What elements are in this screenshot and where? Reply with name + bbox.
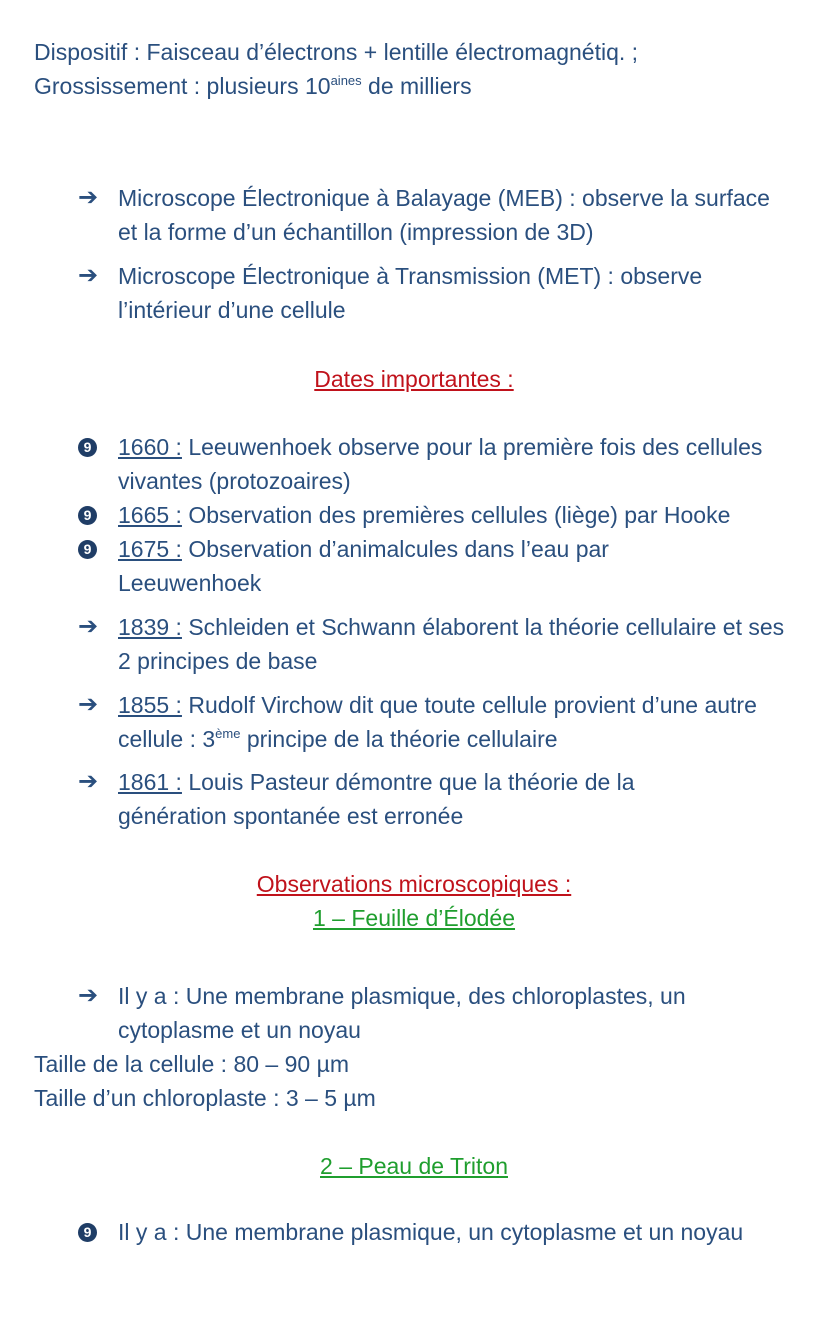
date-text: Rudolf Virchow dit que toute cellule provient d’une autre cellule : 3 bbox=[118, 692, 757, 752]
date-item-1665 bbox=[78, 498, 794, 532]
date-superscript: ème bbox=[215, 726, 241, 741]
date-text: Observation d’animalcules dans l’eau par Leeuwenhoek bbox=[118, 536, 609, 596]
numbered-circle-icon: 9 bbox=[78, 498, 108, 532]
date-text: Leeuwenhoek observe pour la première fois des cellules vivantes (protozoaires) bbox=[118, 434, 763, 494]
numbered-circle-icon: 9 bbox=[78, 430, 108, 464]
arrow-icon: ➔ bbox=[78, 184, 99, 211]
date-text: Louis Pasteur démontre que la théorie de la génération spontanée est erronée bbox=[118, 769, 635, 829]
intro-dispositif-text: Dispositif : Faisceau d’électrons + lentille électromagnétiq. ; bbox=[34, 39, 639, 65]
date-item-1855 bbox=[78, 688, 794, 756]
elodee-heading: 1 – Feuille d’Élodée bbox=[312, 905, 516, 931]
intro-superscript: aines bbox=[330, 73, 362, 88]
intro-grossissement-text: Grossissement : plusieurs 10 bbox=[34, 73, 331, 99]
triton-item bbox=[78, 1215, 794, 1249]
date-item-1861 bbox=[78, 765, 794, 833]
list-item-meb bbox=[78, 181, 794, 249]
arrow-icon: ➔ bbox=[78, 982, 99, 1009]
date-text: Observation des premières cellules (liège) par Hooke bbox=[181, 502, 731, 528]
elodee-text: Il y a : Une membrane plasmique, des chloroplastes, un cytoplasme et un noyau bbox=[118, 983, 686, 1043]
date-year: 1665 : bbox=[118, 502, 182, 528]
observations-heading: Observations microscopiques : bbox=[256, 871, 572, 897]
arrow-icon: ➔ bbox=[78, 691, 99, 718]
arrow-icon: ➔ bbox=[78, 768, 99, 795]
elodee-item bbox=[78, 979, 794, 1047]
triton-heading: 2 – Peau de Triton bbox=[320, 1153, 508, 1179]
date-year: 1675 : bbox=[118, 536, 182, 562]
date-year: 1855 : bbox=[118, 692, 182, 718]
intro-grossissement-suffix: de milliers bbox=[361, 73, 472, 99]
meb-text: Microscope Électronique à Balayage (MEB) : observe la surface et la forme d’un échantillon (impression de 3D) bbox=[118, 185, 770, 245]
triton-text: Il y a : Une membrane plasmique, un cytoplasme et un noyau bbox=[118, 1219, 744, 1245]
list-item-met bbox=[78, 259, 794, 327]
date-item-1675 bbox=[78, 532, 794, 600]
date-year: 1839 : bbox=[118, 614, 182, 640]
elodee-taille-chloroplaste: Taille d’un chloroplaste : 3 – 5 µm bbox=[34, 1085, 376, 1111]
dates-heading: Dates importantes : bbox=[314, 366, 514, 392]
date-text-suffix: principe de la théorie cellulaire bbox=[240, 726, 558, 752]
numbered-circle-icon: 9 bbox=[78, 1215, 108, 1249]
arrow-icon: ➔ bbox=[78, 262, 99, 289]
arrow-icon: ➔ bbox=[78, 613, 99, 640]
intro-line-2 bbox=[34, 69, 814, 103]
date-year: 1660 : bbox=[118, 434, 182, 460]
numbered-circle-icon: 9 bbox=[78, 532, 108, 566]
intro-line-1 bbox=[34, 35, 814, 69]
date-year: 1861 : bbox=[118, 769, 182, 795]
date-item-1839 bbox=[78, 610, 794, 678]
date-text: Schleiden et Schwann élaborent la théorie cellulaire et ses 2 principes de base bbox=[118, 614, 785, 674]
met-text: Microscope Électronique à Transmission (MET) : observe l’intérieur d’une cellule bbox=[118, 263, 703, 323]
date-item-1660 bbox=[78, 430, 794, 498]
elodee-taille-cellule: Taille de la cellule : 80 – 90 µm bbox=[34, 1051, 349, 1077]
